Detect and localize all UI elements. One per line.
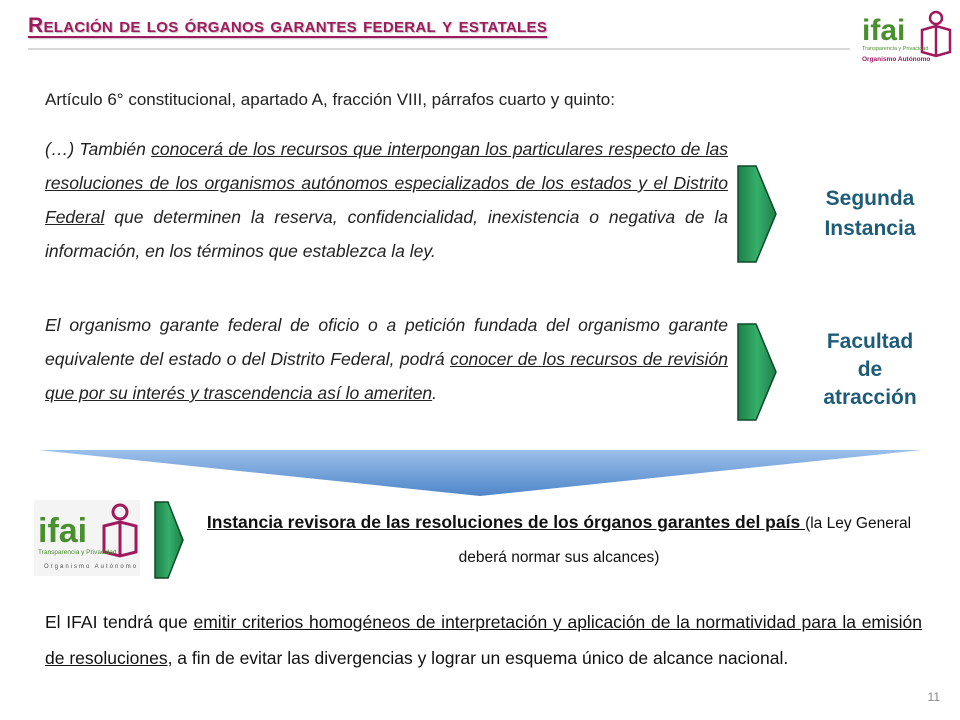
p1-underlined: conocerá de los recursos que interpongan los particulares respecto de las resoluciones de los organismos autónomos especializados de los estados y el Distrito Federal bbox=[45, 139, 728, 227]
logo-mid-tagline: Transparencia y Privacidad bbox=[38, 549, 117, 556]
chevron-arrow-icon bbox=[736, 322, 778, 422]
final-paragraph bbox=[45, 604, 922, 676]
p2-part3: . bbox=[432, 383, 438, 403]
chevron-arrow-small-icon bbox=[153, 500, 185, 580]
paragraph-facultad-atraccion bbox=[45, 308, 728, 410]
p2-part1: El organismo garante federal de oficio o a petición fundada del organismo garante equivalente del estado o del Distrito Federal, podrá bbox=[45, 315, 728, 369]
final-underlined: emitir criterios homogéneos de interpretación y aplicación de la normatividad para la emisión de resoluciones bbox=[45, 612, 922, 668]
logo-mid-brand: ifai bbox=[38, 512, 88, 550]
logo-brand-text: ifai bbox=[862, 14, 906, 47]
p2-underlined: conocer de los recursos de revisión que por su interés y trascendencia así lo ameriten bbox=[45, 349, 728, 403]
intro-text: Artículo 6° constitucional, apartado A, fracción VIII, párrafos cuarto y quinto: bbox=[45, 90, 615, 109]
label-facultad-line1: Facultad bbox=[826, 330, 914, 353]
label-facultad-line3: atracción bbox=[823, 386, 917, 409]
instancia-revisora-text bbox=[200, 506, 918, 574]
logo-subtitle: Organismo Autónomo bbox=[862, 56, 931, 63]
logo-mid-subtitle: Organismo Autónomo bbox=[44, 564, 139, 570]
revisora-note: (la Ley General deberá normar sus alcances) bbox=[458, 515, 912, 566]
label-segunda-line2: Instancia bbox=[824, 217, 916, 240]
slide-title: Relación de los órganos garantes federal y estatales bbox=[28, 14, 548, 37]
ifai-logo-top bbox=[860, 8, 952, 64]
logo-tagline: Transparencia y Privacidad bbox=[862, 46, 929, 52]
revisora-main: Instancia revisora de las resoluciones de los órganos garantes del país bbox=[206, 512, 806, 532]
final-part3: , a fin de evitar las divergencias y lograr un esquema único de alcance nacional. bbox=[167, 648, 789, 668]
p1-part3: que determinen la reserva, confidencialidad, inexistencia o negativa de la información, en los términos que establezca la ley. bbox=[45, 207, 728, 261]
page-number: 11 bbox=[927, 690, 940, 704]
label-segunda-instancia bbox=[790, 184, 950, 244]
label-facultad-line2: de bbox=[857, 358, 883, 381]
paragraph-segunda-instancia bbox=[45, 132, 728, 268]
label-segunda-line1: Segunda bbox=[825, 187, 915, 210]
down-triangle-icon bbox=[38, 448, 922, 498]
final-part1: El IFAI tendrá que bbox=[45, 612, 194, 632]
ifai-logo-mid bbox=[34, 500, 140, 576]
chevron-arrow-icon bbox=[736, 164, 778, 264]
p1-part1: (…) También bbox=[45, 139, 152, 159]
title-divider bbox=[28, 48, 850, 50]
label-facultad-atraccion bbox=[790, 328, 950, 412]
